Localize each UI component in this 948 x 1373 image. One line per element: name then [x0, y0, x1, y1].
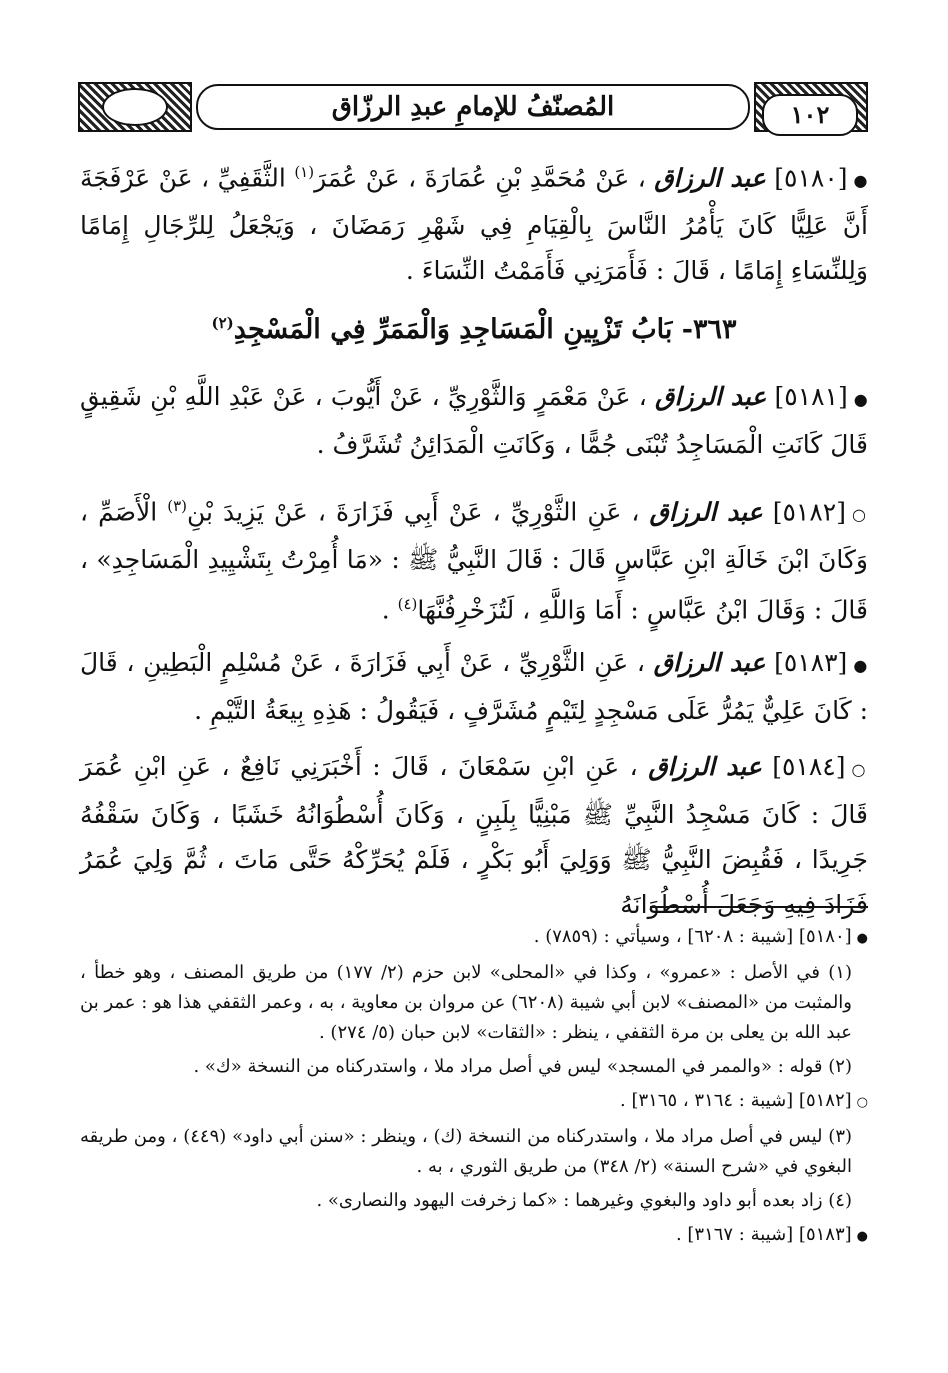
entry-marker: ● — [853, 390, 868, 409]
footnote — [80, 1220, 868, 1252]
entry-text: ، عَنْ مَعْمَرٍ وَالثَّوْرِيِّ ، عَنْ أَيُّوبَ ، عَنْ عَبْدِ اللَّهِ بْنِ شَقِيقٍ قَالَ كَانَتِ الْمَسَاجِدُ تُبْنَى جُمًّا ، وَكَانَتِ الْمَدَائِنُ تُشَرَّفُ . — [80, 382, 868, 459]
footnote-text: (١) في الأصل : «عمرو» ، وكذا في «المحلى» لابن حزم (٢/ ١٧٧) من طريق المصنف ، وهو خطأ ، والمثبت من «المصنف» لابن أبي شيبة (٦٢٠٨) عن مروان بن معاوية ، به ، وعمر الثقفي هذا هو : عمر بن عبد الله بن يعلى بن مرة الثقفي ، ينظر : «الثقات» لابن حبان (٥/ ٢٧٤) . — [80, 962, 852, 1043]
entry-text: الثَّقَفِيِّ ، عَنْ عَرْفَجَةَ أَنَّ عَلِيًّا كَانَ يَأْمُرُ النَّاسَ بِالْقِيَامِ فِي شَهْرِ رَمَضَانَ ، وَيَجْعَلُ لِلرِّجَالِ إِمَامًا وَلِلنِّسَاءِ إِمَامًا ، قَالَ : فَأَمَرَنِي فَأَمَمْتُ النِّسَاءَ . — [80, 163, 868, 286]
entry-marker: ○ — [851, 505, 869, 525]
hadith-entry-5182 — [80, 484, 868, 633]
entry-text: ، عَنِ ابْنِ سَمْعَانَ ، قَالَ : أَخْبَرَنِي نَافِعٌ ، عَنِ ابْنِ عُمَرَ قَالَ : كَانَ مَسْجِدُ النَّبِيِّ ﷺ مَبْنِيًّا بِلَبِنٍ ، وَكَانَ أُسْطُوَانُهُ خَشَبًا ، وَكَانَ سَقْفُهُ جَرِيدًا ، فَقُبِضَ النَّبِيُّ ﷺ وَوَلِيَ أَبُو بَكْرٍ ، فَلَمْ يُحَرِّكْهُ حَتَّى مَاتَ ، ثُمَّ وَلِيَ عُمَرُ فَزَادَ فِيهِ وَجَعَلَ أُسْطُوَانَهُ — [80, 752, 868, 919]
entry-number: [٥١٨٢] — [772, 497, 846, 527]
entry-marker: ● — [853, 171, 869, 191]
entry-number: [٥١٨٣] — [774, 648, 848, 677]
entry-author: عبد الرزاق — [655, 382, 767, 411]
entry-text: ، عَنْ مُحَمَّدِ بْنِ عُمَارَةَ ، عَنْ عُمَرَ — [314, 163, 646, 193]
footnote — [80, 958, 868, 1048]
entry-text: الْأَصَمِّ ، وَكَانَ ابْنَ خَالَةِ ابْنِ عَبَّاسٍ قَالَ : قَالَ النَّبِيُّ ﷺ : «مَا أُمِرْتُ بِتَشْيِيدِ الْمَسَاجِدِ» ، قَالَ : وَقَالَ ابْنُ عَبَّاسٍ : أَمَا وَاللَّهِ ، لَتُزَخْرِفُنَّهَا — [80, 497, 868, 625]
footnote-text: [٥١٨٠] [شيبة : ٦٢٠٨] ، وسيأتي : (٧٨٥٩) . — [533, 926, 852, 947]
footnote-ref: (٢) — [211, 314, 234, 332]
chapter-heading-text: ٣٦٣- بَابُ تَزْيِينِ الْمَسَاجِدِ وَالْمَمَرِّ فِي الْمَسْجِدِ — [233, 314, 737, 345]
entry-author: عبد الرزاق — [648, 752, 762, 781]
footnote-divider — [650, 906, 868, 908]
hadith-entry-5184 — [80, 744, 868, 927]
hadith-entry-5180 — [80, 150, 868, 293]
footnote-text: [٥١٨٣] [شيبة : ٣١٦٧] . — [675, 1224, 852, 1245]
footnote-ref: (٣) — [167, 497, 187, 515]
header-ornament-left — [78, 82, 192, 132]
footnote-ref: (٤) — [397, 595, 418, 614]
entry-number: [٥١٨١] — [774, 382, 848, 411]
footnote — [80, 1186, 868, 1216]
footnote-marker: ● — [856, 931, 868, 946]
entry-text: ، عَنِ الثَّوْرِيِّ ، عَنْ أَبِي فَزَارَةَ ، عَنْ يَزِيدَ بْنِ — [187, 497, 640, 527]
footnote — [80, 922, 868, 954]
footnote — [80, 1052, 868, 1082]
entry-marker: ● — [853, 656, 868, 675]
footnote-text: (٣) ليس في أصل مراد ملا ، واستدركناه من النسخة (ك) ، وينظر : «سنن أبي داود» (٤٤٩) ، ومن طريقه البغوي في «شرح السنة» (٢/ ٣٤٨) من طريق الثوري ، به . — [80, 1126, 853, 1177]
header-title-frame — [196, 84, 750, 130]
page-header — [78, 74, 868, 138]
footnote-text: (٢) قوله : «والممر في المسجد» ليس في أصل مراد ملا ، واستدركناه من النسخة «ك» . — [193, 1056, 852, 1077]
entry-author: عبد الرزاق — [649, 497, 763, 527]
running-title: المُصنّفُ للإمامِ عبدِ الرزّاق — [331, 92, 615, 122]
footnote-text: (٤) زاد بعده أبو داود والبغوي وغيرهما : «كما زخرفت اليهود والنصارى» . — [316, 1190, 852, 1211]
footnote — [80, 1086, 868, 1118]
entry-author: عبد الرزاق — [654, 163, 766, 193]
footnote — [80, 1122, 868, 1182]
entry-text: ، عَنِ الثَّوْرِيِّ ، عَنْ أَبِي فَزَارَةَ ، عَنْ مُسْلِمٍ الْبَطِينِ ، قَالَ : كَانَ عَلِيٌّ يَمُرُّ عَلَى مَسْجِدٍ لِتَيْمٍ مُشَرَّفٍ ، فَيَقُولُ : هَذِهِ بِيعَةُ التَّيْمِ . — [80, 648, 868, 725]
footnote-marker: ○ — [856, 1095, 868, 1110]
footnote-text: [٥١٨٢] [شيبة : ٣١٦٤ ، ٣١٦٥] . — [620, 1090, 852, 1111]
footnote-ref: (١) — [294, 163, 315, 181]
entry-author: عبد الرزاق — [653, 648, 766, 677]
page-number: ١٠٢ — [762, 94, 858, 136]
entry-number: [٥١٨٤] — [772, 752, 846, 781]
hadith-entry-5183 — [80, 640, 868, 733]
hadith-entry-5181 — [80, 374, 868, 467]
footnotes — [80, 922, 868, 1256]
header-ornament-right — [754, 82, 868, 132]
entry-text: . — [381, 595, 390, 625]
footnote-marker: ● — [856, 1229, 868, 1244]
chapter-heading — [80, 314, 868, 345]
entry-marker: ○ — [851, 760, 868, 779]
entry-number: [٥١٨٠] — [774, 163, 848, 193]
medallion-logo — [102, 88, 168, 126]
